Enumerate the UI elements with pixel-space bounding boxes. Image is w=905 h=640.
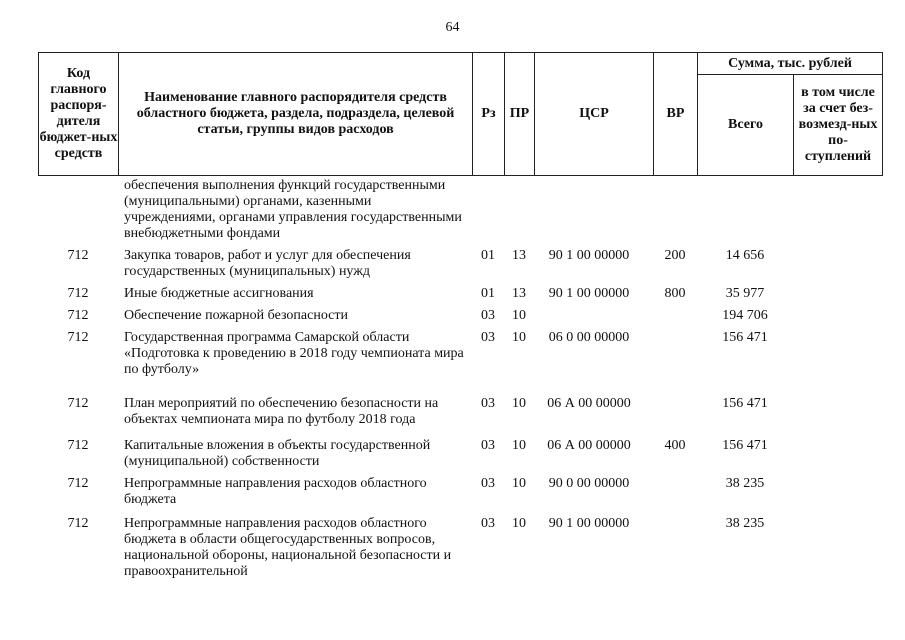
cell-csr: 90 1 00 00000	[548, 516, 630, 531]
cell-csr: 90 1 00 00000	[548, 286, 630, 301]
cell-rz: 03	[481, 330, 495, 345]
header-vr: ВР	[654, 53, 698, 175]
cell-name: Непрограммные направления расходов областного бюджета в области общегосударственных вопросов, национальной обороны, национальной безопасности и правоохранительной	[124, 516, 452, 579]
table-row	[38, 438, 883, 470]
cell-vr: 800	[664, 286, 686, 301]
page-number: 64	[445, 20, 460, 35]
cell-name: Иные бюджетные ассигнования	[124, 286, 314, 301]
table-row	[38, 308, 883, 324]
header-total: Всего	[698, 75, 794, 175]
cell-total: 156 471	[722, 330, 768, 345]
cell-pr: 10	[512, 308, 526, 323]
cell-total: 14 656	[725, 248, 765, 263]
cell-code: 712	[67, 516, 89, 531]
table-body	[38, 176, 883, 580]
header-sum-group	[698, 53, 882, 175]
cell-code: 712	[67, 308, 89, 323]
cell-vr: 400	[664, 438, 686, 453]
cell-csr: 06 А 00 00000	[547, 396, 631, 411]
cell-rz: 03	[481, 516, 495, 531]
cell-csr: 06 А 00 00000	[547, 438, 631, 453]
table-row	[38, 476, 883, 508]
cell-total: 38 235	[725, 516, 765, 531]
table-row	[38, 516, 883, 580]
cell-pr: 13	[512, 286, 526, 301]
header-incl: в том числе за счет без-возмезд-ных по-ступлений	[798, 85, 878, 164]
cell-csr: 90 0 00 00000	[548, 476, 630, 491]
cell-csr: 06 0 00 00000	[548, 330, 630, 345]
cell-total: 156 471	[722, 396, 768, 411]
cell-code: 712	[67, 248, 89, 263]
table-row	[38, 286, 883, 302]
cell-name: Непрограммные направления расходов областного бюджета	[124, 476, 427, 507]
table-row	[38, 330, 883, 378]
header-sum-title: Сумма, тыс. рублей	[698, 53, 882, 75]
cell-csr: 90 1 00 00000	[548, 248, 630, 263]
cell-rz: 01	[481, 286, 495, 301]
header-pr: ПР	[505, 53, 535, 175]
cell-name: Обеспечение пожарной безопасности	[124, 308, 349, 323]
cell-name: Капитальные вложения в объекты государственной (муниципальной) собственности	[124, 438, 431, 469]
cell-pr: 10	[512, 516, 526, 531]
cell-code: 712	[67, 330, 89, 345]
header-code: Код главного распоря-дителя бюджет-ных средств	[39, 53, 119, 175]
table-header	[38, 52, 883, 176]
table-row	[38, 178, 883, 242]
cell-code: 712	[67, 438, 89, 453]
cell-rz: 03	[481, 308, 495, 323]
cell-name: обеспечения выполнения функций государственными (муниципальными) органами, казенными учреждениями, органами управления государственными внебюджетными фондами	[124, 178, 462, 241]
table-row	[38, 396, 883, 428]
cell-name: Закупка товаров, работ и услуг для обеспечения государственных (муниципальных) нужд	[124, 248, 411, 279]
cell-name: План мероприятий по обеспечению безопасности на объектах чемпионата мира по футболу 2018 года	[124, 396, 439, 427]
cell-code: 712	[67, 476, 89, 491]
cell-name: Государственная программа Самарской области «Подготовка к проведению в 2018 году чемпионата мира по футболу»	[124, 330, 464, 377]
header-csr: ЦСР	[535, 53, 654, 175]
cell-pr: 10	[512, 396, 526, 411]
cell-code: 712	[67, 286, 89, 301]
table-row	[38, 248, 883, 280]
cell-total: 194 706	[722, 308, 768, 323]
cell-rz: 01	[481, 248, 495, 263]
cell-pr: 13	[512, 248, 526, 263]
cell-rz: 03	[481, 396, 495, 411]
cell-rz: 03	[481, 438, 495, 453]
cell-rz: 03	[481, 476, 495, 491]
cell-pr: 10	[512, 476, 526, 491]
cell-code: 712	[67, 396, 89, 411]
header-rz: Рз	[473, 53, 505, 175]
cell-pr: 10	[512, 330, 526, 345]
cell-vr: 200	[664, 248, 686, 263]
cell-total: 35 977	[725, 286, 765, 301]
cell-pr: 10	[512, 438, 526, 453]
header-name: Наименование главного распорядителя средств областного бюджета, раздела, подраздела, целевой статьи, группы видов расходов	[119, 53, 473, 175]
cell-total: 38 235	[725, 476, 765, 491]
cell-total: 156 471	[722, 438, 768, 453]
